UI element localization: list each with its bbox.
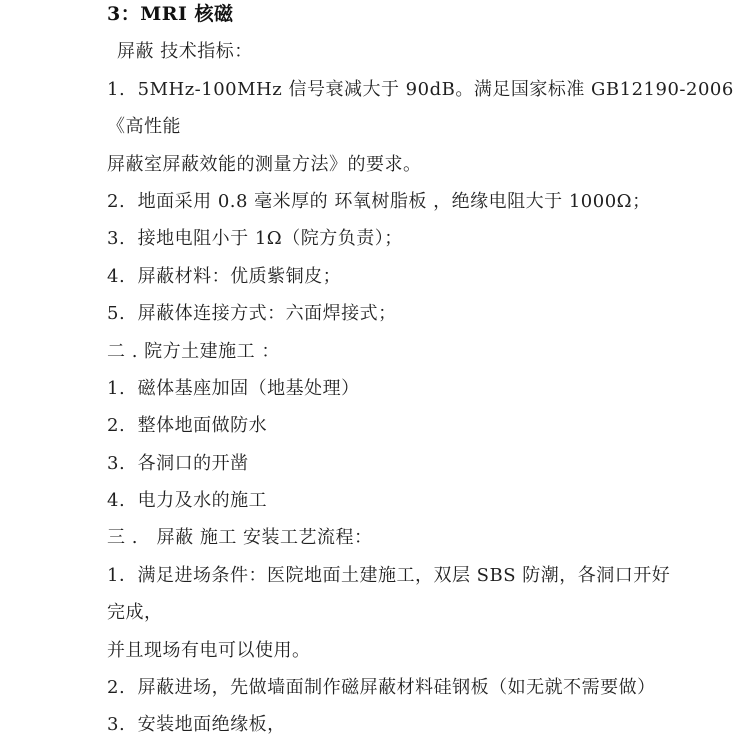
- document-page: [107, 0, 734, 744]
- doc-line-spec-4: 4. 屏蔽材料：优质紫铜皮；: [107, 265, 342, 287]
- doc-line-civil-4: 4. 电力及水的施工: [107, 490, 268, 512]
- doc-line-process-1-cont2: 并且现场有电可以使用。: [107, 639, 311, 661]
- doc-line-spec-1-cont2: 屏蔽室屏蔽效能的测量方法》的要求。: [107, 153, 422, 175]
- doc-line-process-1-cont: 完成，: [107, 602, 163, 624]
- doc-line-civil-1: 1. 磁体基座加固（地基处理）: [107, 377, 360, 399]
- doc-line-section-2-heading: 二 . 院方土建施工 ：: [107, 340, 280, 362]
- section-heading: 3：MRI 核磁: [107, 3, 234, 25]
- doc-line-process-1: 1．满足进场条件：医院地面土建施工，双层 SBS 防潮，各洞口开好: [107, 564, 671, 586]
- doc-line-spec-1: 1. 5MHz-100MHz 信号衰减大于 90dB。满足国家标准 GB12190-2006: [107, 78, 734, 100]
- doc-line-civil-2: 2. 整体地面做防水: [107, 415, 268, 437]
- doc-line-section-3-heading: 三 . 屏蔽 施工 安装工艺流程：: [107, 527, 373, 549]
- doc-line-spec-5: 5. 屏蔽体连接方式：六面焊接式；: [107, 303, 397, 325]
- doc-line-spec-1-cont: 《高性能: [107, 116, 181, 138]
- doc-line-subheading: 屏蔽 技术指标：: [117, 41, 253, 63]
- doc-line-process-3: 3. 安装地面绝缘板，: [107, 714, 286, 736]
- doc-line-process-2: 2. 屏蔽进场，先做墙面制作磁屏蔽材料硅钢板（如无就不需要做）: [107, 677, 656, 699]
- doc-line-spec-3: 3. 接地电阻小于 1Ω（院方负责）；: [107, 228, 403, 250]
- doc-line-spec-2: 2. 地面采用 0.8 毫米厚的 环氧树脂板 ，绝缘电阻大于 1000Ω；: [107, 190, 651, 212]
- doc-line-civil-3: 3. 各洞口的开凿: [107, 452, 249, 474]
